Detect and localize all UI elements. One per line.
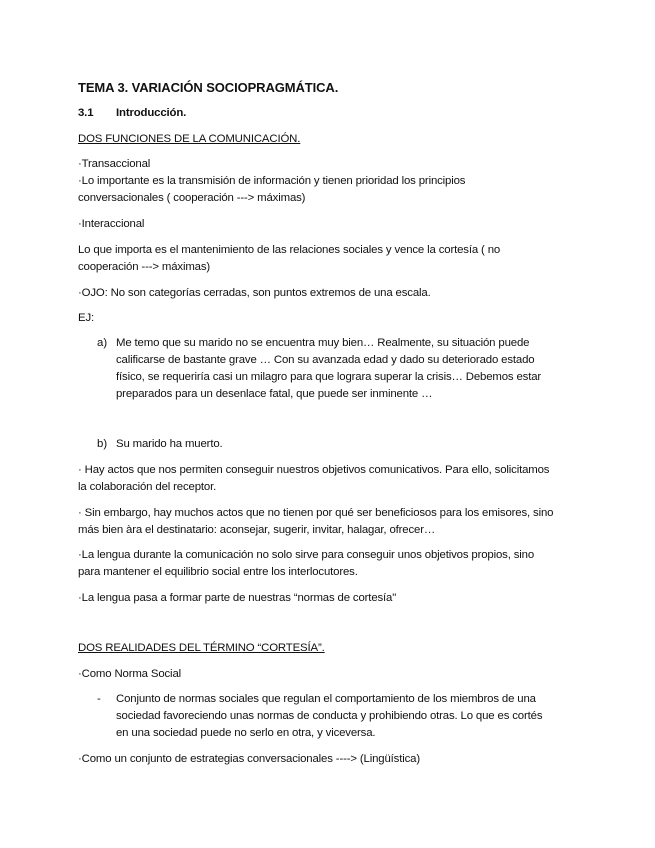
paragraph-line: · Hay actos que nos permiten conseguir nuestros objetivos comunicativos. Para ello, solicitamos	[78, 464, 550, 476]
norma-social-label: ·Como Norma Social	[78, 668, 182, 680]
example-a-line: calificarse de bastante grave … Con su avanzada edad y dado su deteriorado estado	[116, 354, 535, 366]
example-a-line: preparados para un desenlace fatal, que puede ser inminente …	[116, 388, 433, 400]
example-a-marker: a)	[97, 337, 108, 349]
example-b-text: Su marido ha muerto.	[116, 438, 223, 450]
paragraph-line: la colaboración del receptor.	[78, 481, 217, 493]
paragraph-line: · Sin embargo, hay muchos actos que no tienen por qué ser beneficiosos para los emisores, sino	[78, 507, 554, 519]
norma-line: en una sociedad puede no serlo en otra, y viceversa.	[116, 727, 376, 739]
transaccional-label: ·Transaccional	[78, 158, 151, 170]
ojo-note: ·OJO: No son categorías cerradas, son puntos extremos de una escala.	[78, 287, 431, 299]
ej-label: EJ:	[78, 312, 95, 324]
example-b-marker: b)	[97, 438, 108, 450]
transaccional-line: conversacionales ( cooperación ---> máximas)	[78, 192, 306, 204]
interaccional-line: cooperación ---> máximas)	[78, 261, 211, 273]
paragraph-line: más bien àra el destinatario: aconsejar, sugerir, invitar, halagar, ofrecer…	[78, 524, 436, 536]
paragraph-line: para mantener el equilibrio social entre los interlocutores.	[78, 566, 358, 578]
section-number: 3.1	[78, 107, 94, 119]
transaccional-line: ·Lo importante es la transmisión de información y tienen prioridad los principios	[78, 175, 466, 187]
example-a-line: Me temo que su marido no se encuentra muy bien… Realmente, su situación puede	[116, 337, 530, 349]
interaccional-line: Lo que importa es el mantenimiento de las relaciones sociales y vence la cortesía ( no	[78, 244, 501, 256]
paragraph-line: ·La lengua durante la comunicación no solo sirve para conseguir unos objetivos propios, sino	[78, 549, 535, 561]
norma-line: sociedad favoreciendo unas normas de conducta y prohibiendo otras. Lo que es cortés	[116, 710, 543, 722]
heading-dos-funciones: DOS FUNCIONES DE LA COMUNICACIÓN.	[78, 133, 301, 145]
estrategias-line: ·Como un conjunto de estrategias conversacionales ----> (Lingüística)	[78, 753, 420, 765]
section-label: Introducción.	[116, 107, 187, 119]
document-title: TEMA 3. VARIACIÓN SOCIOPRAGMÁTICA.	[78, 80, 339, 95]
norma-line: Conjunto de normas sociales que regulan el comportamiento de los miembros de una	[116, 693, 536, 705]
heading-dos-realidades: DOS REALIDADES DEL TÉRMINO “CORTESÍA”.	[78, 642, 325, 654]
example-a-line: físico, se requeriría casi un milagro para que lograra superar la crisis… Debemos estar	[116, 371, 542, 383]
interaccional-label: ·Interaccional	[78, 218, 145, 230]
norma-bullet: -	[97, 693, 101, 705]
paragraph-line: ·La lengua pasa a formar parte de nuestras “normas de cortesía"	[78, 592, 397, 604]
